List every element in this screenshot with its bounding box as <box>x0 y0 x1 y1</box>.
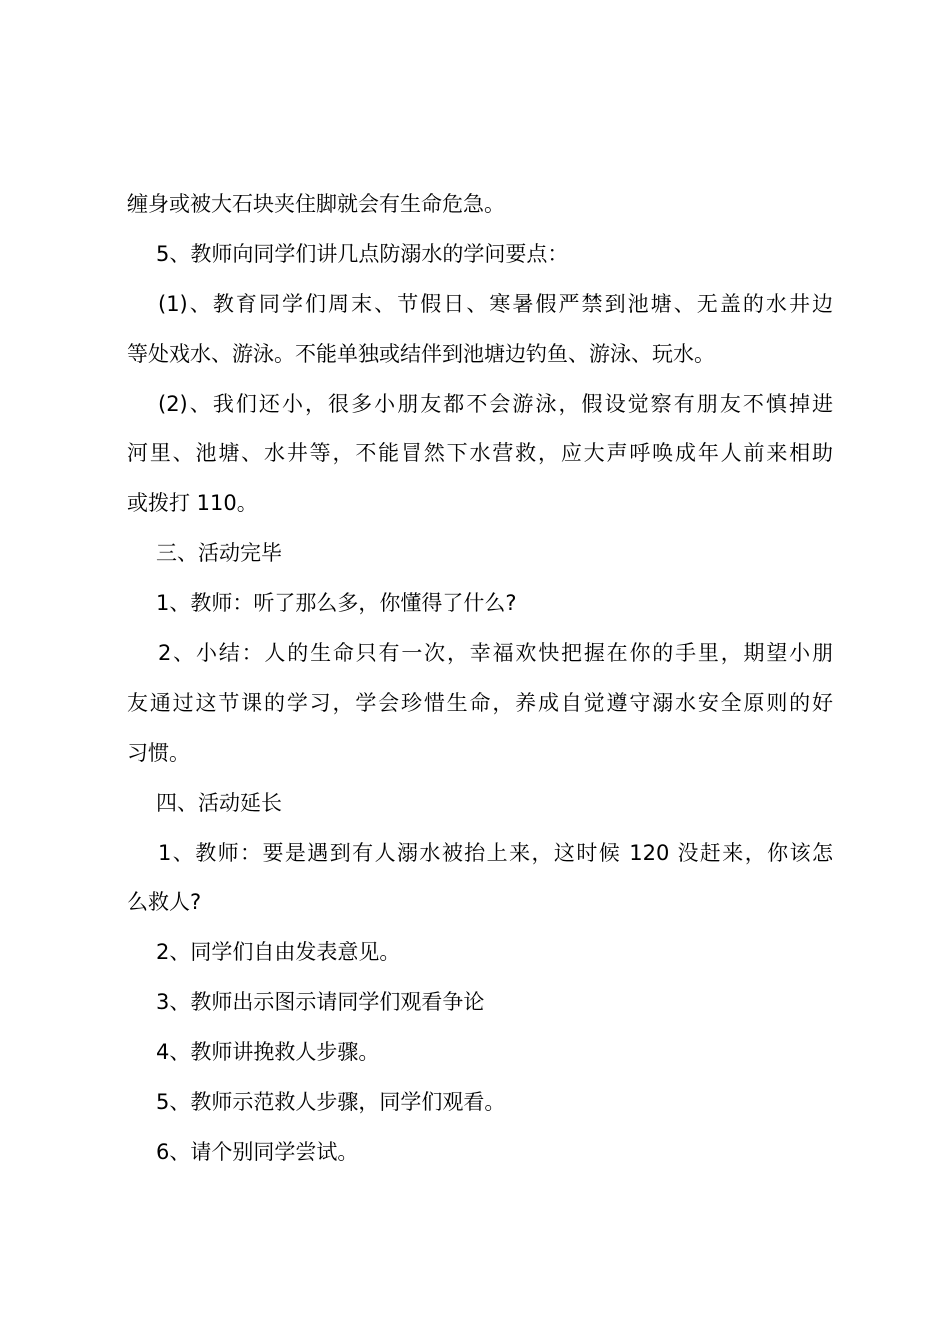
document-body <box>127 180 833 1178</box>
paragraph-line: 缠身或被大石块夹住脚就会有生命危急。 <box>127 192 505 216</box>
paragraph-line: 么救人? <box>127 890 202 915</box>
paragraph-line: 等处戏水、游泳。不能单独或结伴到池塘边钓鱼、游泳、玩水。 <box>127 341 715 366</box>
paragraph-line: 6、请个别同学尝试。 <box>156 1139 359 1164</box>
paragraph-line: (1)、教育同学们周末、节假日、寒暑假严禁到池塘、无盖的水井边 <box>158 291 833 316</box>
paragraph-line: 河里、池塘、水井等，不能冒然下水营救，应大声呼唤成年人前来相助 <box>127 441 833 466</box>
paragraph-line: 5、教师向同学们讲几点防溺水的学问要点： <box>156 241 569 266</box>
paragraph-line: 2、小结：人的生命只有一次，幸福欢快把握在你的手里，期望小朋 <box>158 641 833 666</box>
paragraph-line: 2、同学们自由发表意见。 <box>156 940 401 965</box>
paragraph-line: 1、教师：听了那么多，你懂得了什么? <box>156 591 517 616</box>
paragraph-line: 习惯。 <box>127 740 190 765</box>
paragraph-line: 3、教师出示图示请同学们观看争论 <box>156 990 485 1015</box>
paragraph-line: 4、教师讲挽救人步骤。 <box>156 1040 380 1065</box>
section-heading: 四、活动延长 <box>156 790 282 815</box>
section-heading: 三、活动完毕 <box>156 541 282 566</box>
paragraph-line: (2)、我们还小，很多小朋友都不会游泳，假设觉察有朋友不慎掉进 <box>158 391 833 416</box>
paragraph-line: 5、教师示范救人步骤，同学们观看。 <box>156 1090 506 1115</box>
paragraph-line: 友通过这节课的学习，学会珍惜生命，养成自觉遵守溺水安全原则的好 <box>127 690 833 715</box>
paragraph-line: 1、教师：要是遇到有人溺水被抬上来，这时候 120 没赶来，你该怎 <box>158 840 833 865</box>
paragraph-line: 或拨打 110。 <box>127 491 258 516</box>
